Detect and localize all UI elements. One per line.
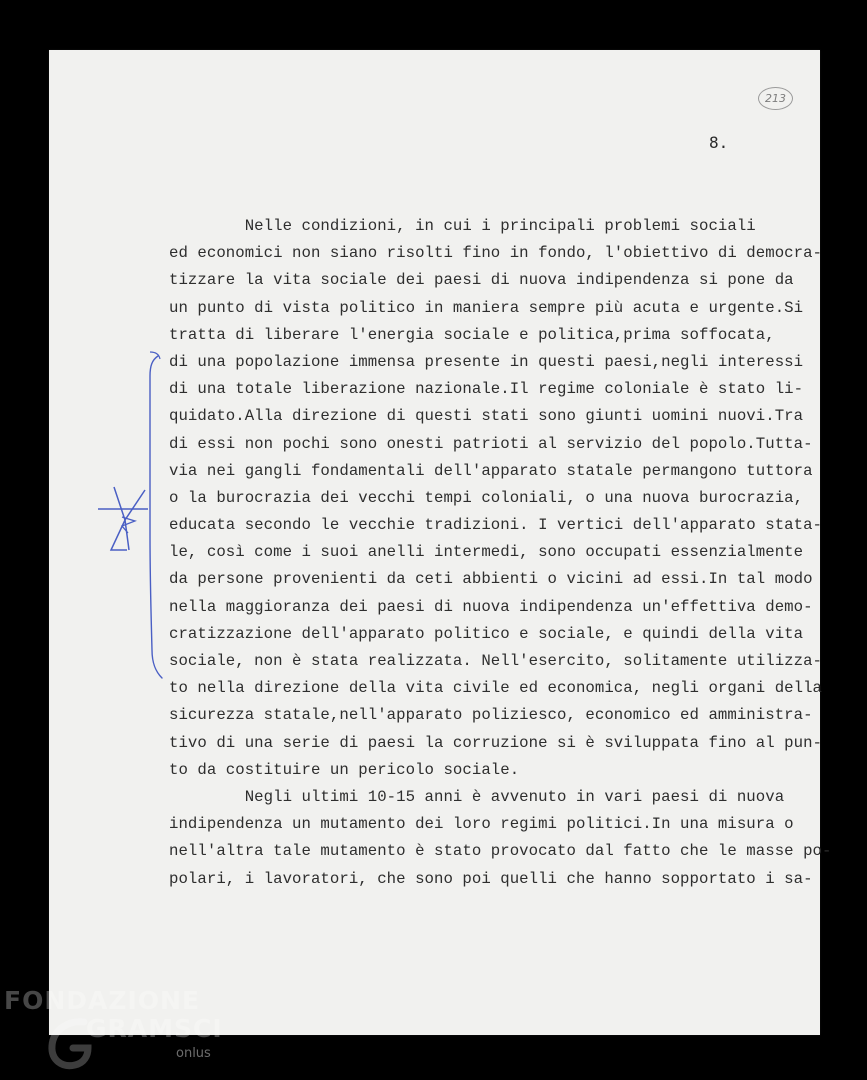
typed-page — [49, 50, 832, 1035]
watermark-subtitle: onlus — [176, 1046, 211, 1061]
text-line: to nella direzione della vita civile ed economica, negli organi della — [169, 679, 823, 698]
text-line: nell'altra tale mutamento è stato provocato dal fatto che le masse po- — [169, 842, 832, 861]
text-line: o la burocrazia dei vecchi tempi coloniali, o una nuova burocrazia, — [169, 488, 804, 507]
text-line: cratizzazione dell'apparato politico e sociale, e quindi della vita — [169, 624, 804, 643]
watermark-line-1: FONDAZIONE — [4, 986, 201, 1015]
text-line: un punto di vista politico in maniera sempre più acuta e urgente.Si — [169, 298, 804, 317]
text-line: ed economici non siano risolti fino in fondo, l'obiettivo di democra- — [169, 244, 823, 263]
text-line: via nei gangli fondamentali dell'apparato statale permangono tuttora — [169, 461, 813, 480]
text-line: nella maggioranza dei paesi di nuova indipendenza un'effettiva demo- — [169, 597, 813, 616]
text-line: indipendenza un mutamento dei loro regimi politici.In una misura o — [169, 815, 794, 834]
text-line: tivo di una serie di paesi la corruzione si è sviluppata fino al pun- — [169, 733, 823, 752]
text-line: educata secondo le vecchie tradizioni. I vertici dell'apparato stata- — [169, 516, 823, 535]
text-line: Nelle condizioni, in cui i principali problemi sociali — [169, 217, 756, 235]
text-line: Negli ultimi 10-15 anni è avvenuto in vari paesi di nuova — [169, 787, 785, 806]
text-line: tizzare la vita sociale dei paesi di nuova indipendenza si pone da — [169, 271, 794, 290]
text-line: di una popolazione immensa presente in questi paesi,negli interessi — [169, 352, 804, 371]
text-line: le, così come i suoi anelli intermedi, sono occupati essenzialmente — [169, 543, 804, 562]
text-line: di una totale liberazione nazionale.Il regime coloniale è stato li- — [169, 380, 804, 399]
text-line: sociale, non è stata realizzata. Nell'esercito, solitamente utilizza- — [169, 652, 823, 670]
text-line: to da costituire un pericolo sociale. — [169, 760, 520, 779]
text-line: da persone provenienti da ceti abbienti o vicini ad essi.In tal modo — [169, 570, 813, 589]
text-line: tratta di liberare l'energia sociale e politica,prima soffocata, — [169, 325, 775, 344]
text-line: di essi non pochi sono onesti patrioti al servizio del popolo.Tutta- — [169, 434, 813, 453]
text-line: polari, i lavoratori, che sono poi quelli che hanno sopportato i sa- — [169, 869, 813, 888]
watermark-line-2: GRAMSCI — [86, 1014, 223, 1043]
text-line: quidato.Alla direzione di questi stati sono giunti uomini nuovi.Tra — [169, 407, 804, 426]
typed-body-text — [169, 213, 831, 893]
archive-stamp: 213 — [758, 87, 793, 110]
fondazione-gramsci-watermark — [4, 986, 234, 1076]
page-number: 8. — [709, 133, 729, 152]
text-line: sicurezza statale,nell'apparato poliziesco, economico ed amministra- — [169, 706, 813, 725]
